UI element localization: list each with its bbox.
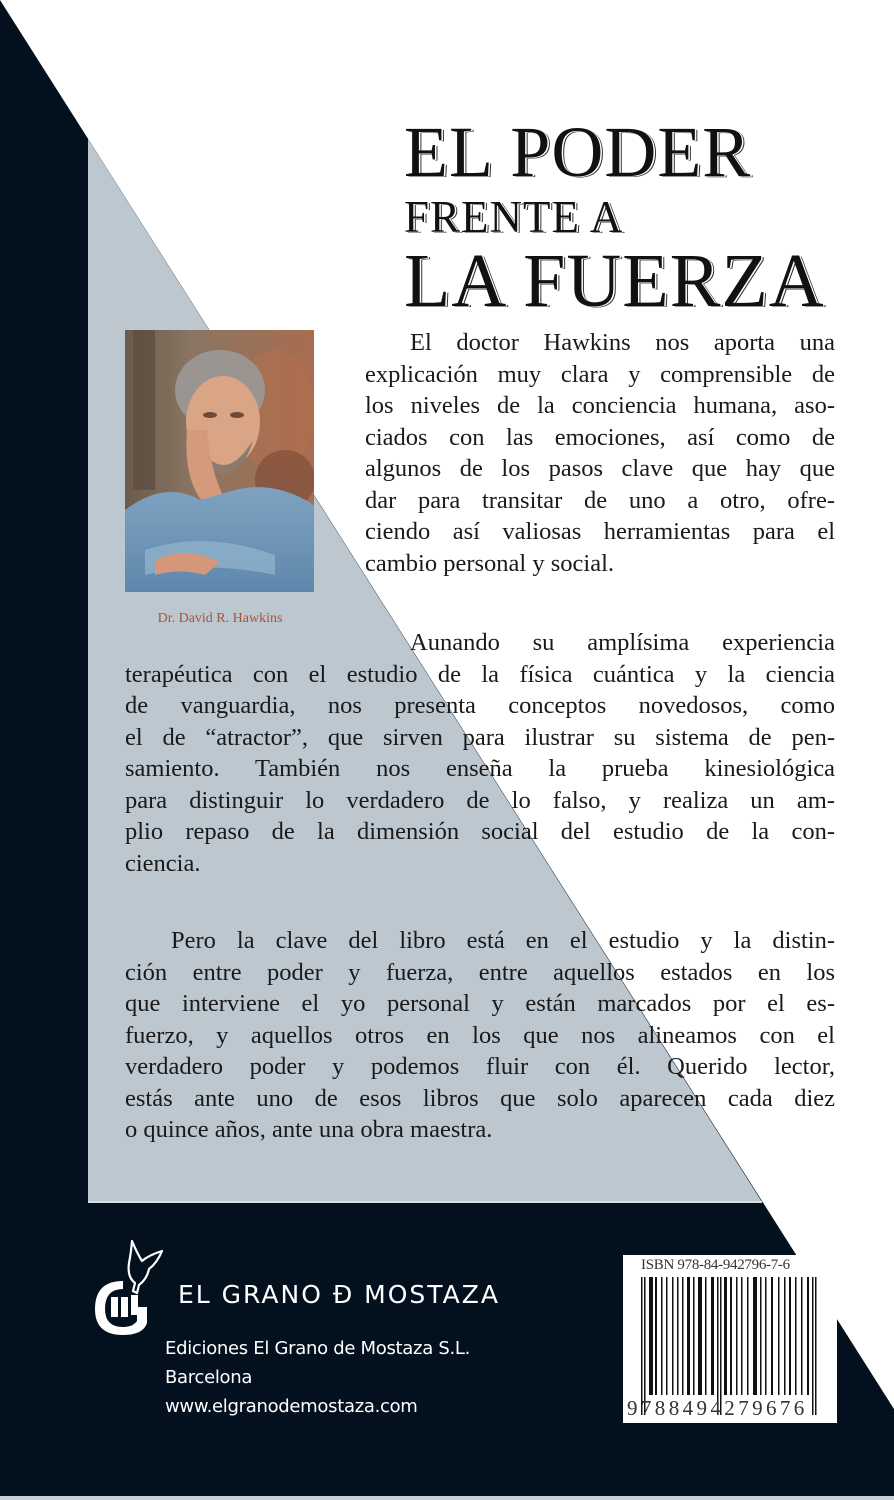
text-line: terapéutica con el estudio de la física cuántica y la ciencia <box>125 660 835 688</box>
text-line: o quince años, ante una obra maestra. <box>125 1116 493 1143</box>
text-line: el de “atractor”, que sirven para ilustrar su sistema de pen- <box>125 723 835 751</box>
text-line: cambio personal y social. <box>365 549 615 577</box>
text-line: para distinguir lo verdadero de lo falso, y realiza un am- <box>125 786 835 814</box>
text-line: ción entre poder y fuerza, entre aquellos estados en los <box>125 958 835 986</box>
text-line: plio repaso de la dimensión social del estudio de la con- <box>125 818 835 845</box>
text-line: de vanguardia, nos presenta conceptos novedosos, como <box>125 692 835 719</box>
blurb-paragraph-1 <box>365 327 835 579</box>
publisher-name: Ediciones El Grano de Mostaza S.L. <box>165 1338 471 1359</box>
blurb-paragraph-3 <box>125 925 835 1146</box>
isbn-label: ISBN 978-84-942796-7-6 <box>641 1257 790 1273</box>
text-line: explicación muy clara y comprensible de <box>365 360 835 388</box>
text-line: ciados con las emociones, así como de <box>365 423 835 451</box>
book-title-line-2: FRENTE A <box>404 192 624 242</box>
publisher-brand: EL GRANO Đ MOSTAZA <box>178 1280 500 1309</box>
publisher-logo <box>87 1233 177 1338</box>
text-line: que interviene el yo personal y están marcados por el es- <box>125 990 835 1017</box>
author-caption: Dr. David R. Hawkins <box>157 611 283 626</box>
text-line: ciencia. <box>125 849 201 877</box>
text-line: ciendo así valiosas herramientas para el <box>365 518 835 545</box>
book-title-line-1: EL PODER <box>404 112 752 192</box>
blurb-paragraph-2 <box>125 627 835 879</box>
text-line: verdadero poder y podemos fluir con él. Querido lector, <box>125 1053 835 1080</box>
publisher-website-link[interactable]: www.elgranodemostaza.com <box>165 1396 418 1417</box>
isbn-barcode <box>623 1255 837 1423</box>
text-line: algunos de los pasos clave que hay que <box>365 455 835 482</box>
text-line: dar para transitar de uno a otro, ofre- <box>365 486 835 514</box>
text-line: El doctor Hawkins nos aporta una <box>410 329 835 356</box>
author-portrait-image <box>125 330 314 592</box>
text-line: samiento. También nos enseña la prueba kinesiológica <box>125 755 835 782</box>
ean-digits: 9788494279676 <box>627 1396 808 1420</box>
text-line: los niveles de la conciencia humana, aso- <box>365 392 835 419</box>
dove-g-logo-icon <box>87 1233 177 1338</box>
text-line: Aunando su amplísima experiencia <box>410 629 835 656</box>
book-title-line-3: LA FUERZA <box>404 239 825 323</box>
text-line: estás ante uno de esos libros que solo aparecen cada diez <box>125 1084 835 1112</box>
text-line: Pero la clave del libro está en el estudio y la distin- <box>171 927 835 954</box>
text-line: fuerzo, y aquellos otros en los que nos alineamos con el <box>125 1021 835 1049</box>
publisher-city: Barcelona <box>165 1367 253 1388</box>
author-photo <box>125 330 314 592</box>
